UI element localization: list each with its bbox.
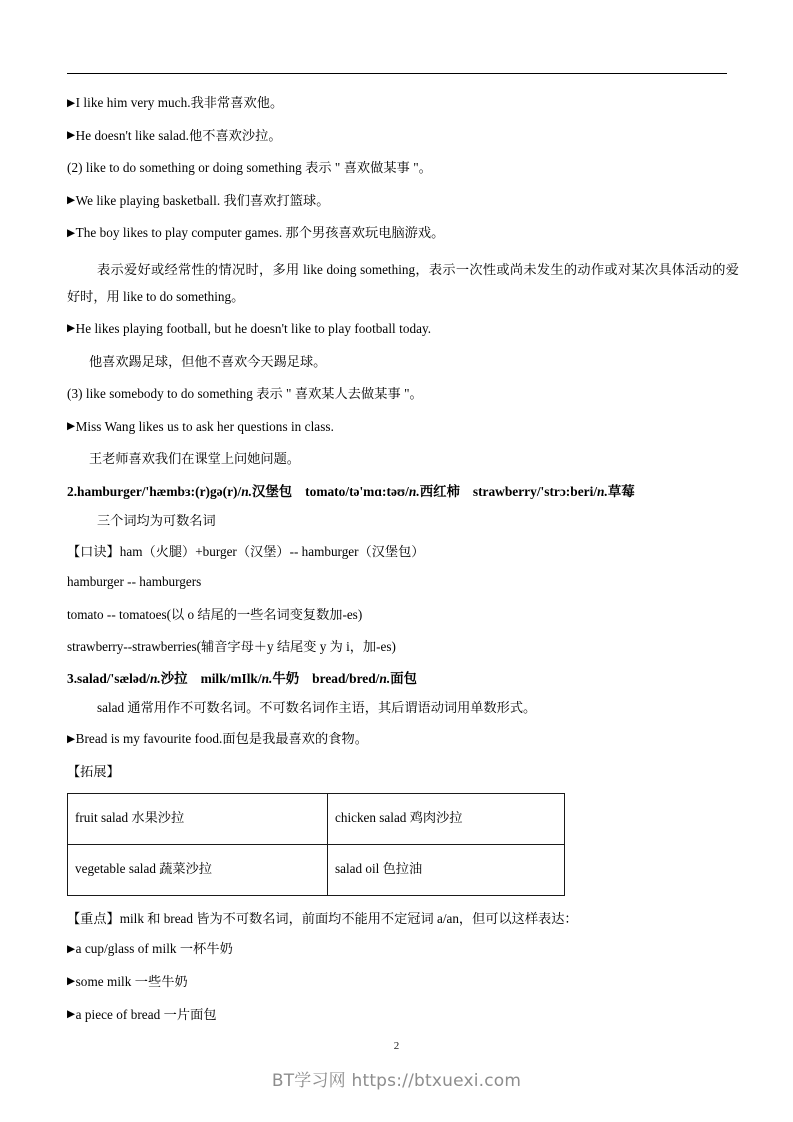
example-text: We like playing basketball. 我们喜欢打篮球。 <box>75 192 330 208</box>
example-line <box>67 1005 739 1025</box>
example-translation: 王老师喜欢我们在课堂上问她问题。 <box>89 451 300 467</box>
vocab-translation: 牛奶 <box>272 671 300 687</box>
vocab-translation: 草莓 <box>607 483 635 499</box>
vocab-word: bread <box>312 671 346 687</box>
table-cell: salad oil 色拉油 <box>328 844 565 895</box>
example-line <box>67 417 739 437</box>
rule-line: (3) like somebody to do something 表示 " 喜欢某人去做某事 "。 <box>67 386 423 402</box>
vocab-note: salad 通常用作不可数名词。不可数名词作主语，其后谓语动词用单数形式。 <box>97 700 537 716</box>
example-text: He doesn't like salad.他不喜欢沙拉。 <box>75 127 282 143</box>
example-line <box>67 126 739 146</box>
table-cell: fruit salad 水果沙拉 <box>68 793 328 844</box>
extension-label: 【拓展】 <box>67 763 120 779</box>
example-line <box>67 223 739 243</box>
example-line <box>67 191 739 211</box>
vocab-ipa: /bred/ <box>345 671 380 687</box>
vocab-entry-2-heading <box>67 482 739 502</box>
mnemonic-line: 【口诀】ham（火腿）+burger（汉堡）-- hamburger（汉堡包） <box>67 543 425 559</box>
example-text: He likes playing football, but he doesn't like to play football today. <box>75 320 432 336</box>
vocab-pos: n. <box>149 671 161 687</box>
vocab-pos: n. <box>241 483 252 499</box>
triangle-bullet-icon: ▶ <box>67 976 76 988</box>
vocab-translation: 面包 <box>390 671 417 687</box>
triangle-bullet-icon: ▶ <box>67 323 76 335</box>
triangle-bullet-icon: ▶ <box>67 1009 76 1021</box>
vocab-word: hamburger <box>77 483 142 499</box>
example-text: a piece of bread 一片面包 <box>75 1006 217 1022</box>
watermark: BT学习网 https://btxuexi.com <box>271 1071 522 1091</box>
example-line <box>67 93 739 113</box>
vocab-ipa: /tə'mɑ:təʊ/ <box>345 483 409 499</box>
example-text: Bread is my favourite food.面包是我最喜欢的食物。 <box>75 731 368 747</box>
document-content <box>67 93 739 1037</box>
example-text: some milk 一些牛奶 <box>75 973 188 989</box>
vocab-translation: 沙拉 <box>160 671 188 687</box>
vocab-translation: 汉堡包 <box>252 483 293 499</box>
triangle-bullet-icon: ▶ <box>67 97 76 109</box>
table-row <box>68 793 565 844</box>
example-line <box>67 972 739 992</box>
example-line <box>67 939 739 959</box>
plural-rule-line: strawberry--strawberries(辅音字母＋y 结尾变 y 为 i，加-es) <box>67 639 396 655</box>
triangle-bullet-icon: ▶ <box>67 130 76 142</box>
triangle-bullet-icon: ▶ <box>67 421 76 433</box>
vocab-ipa: /'strɔ:beri/ <box>536 483 598 499</box>
vocab-translation: 西红柿 <box>419 483 460 499</box>
triangle-bullet-icon: ▶ <box>67 733 76 745</box>
triangle-bullet-icon: ▶ <box>67 195 76 207</box>
vocab-word: milk <box>200 671 227 687</box>
vocab-pos: n. <box>408 483 420 499</box>
page-number: 2 <box>393 1040 400 1052</box>
vocab-entry-3-heading <box>67 669 739 689</box>
vocab-pos: n. <box>379 671 391 687</box>
extension-table <box>67 793 565 896</box>
example-text: I like him very much.我非常喜欢他。 <box>75 95 284 110</box>
key-point-line: 【重点】milk 和 bread 皆为不可数名词，前面均不能用不定冠词 a/an，但可以这样表达： <box>67 910 578 926</box>
example-line <box>67 319 739 339</box>
vocab-ipa: /mIlk/ <box>226 671 262 687</box>
vocab-word: strawberry <box>472 483 537 499</box>
entry-number: 3. <box>67 671 78 687</box>
vocab-pos: n. <box>597 483 608 499</box>
vocab-pos: n. <box>261 671 273 687</box>
example-text: The boy likes to play computer games. 那个男孩喜欢玩电脑游戏。 <box>75 225 445 241</box>
triangle-bullet-icon: ▶ <box>67 943 76 955</box>
vocab-word: tomato <box>305 483 346 499</box>
example-line <box>67 729 739 749</box>
example-text: a cup/glass of milk 一杯牛奶 <box>75 941 233 957</box>
plural-rule-line: tomato -- tomatoes(以 o 结尾的一些名词变复数加-es) <box>67 606 363 622</box>
vocab-ipa: /'sæləd/ <box>106 671 150 687</box>
table-cell: vegetable salad 蔬菜沙拉 <box>68 844 328 895</box>
usage-paragraph: 表示爱好或经常性的情况时，多用 like doing something，表示一次性或尚未发生的动作或对某次具体活动的爱好时，用 like to do something。 <box>67 261 739 304</box>
vocab-ipa: /'hæmbɜ:(r)gə(r)/ <box>141 483 242 499</box>
vocab-word: salad <box>77 671 107 687</box>
vocab-note: 三个词均为可数名词 <box>97 512 216 528</box>
triangle-bullet-icon: ▶ <box>67 227 76 239</box>
table-cell: chicken salad 鸡肉沙拉 <box>328 793 565 844</box>
entry-number: 2. <box>67 483 78 499</box>
example-translation: 他喜欢踢足球，但他不喜欢今天踢足球。 <box>89 353 327 369</box>
header-rule <box>67 73 727 74</box>
example-text: Miss Wang likes us to ask her questions in class. <box>75 418 334 434</box>
plural-rule-line: hamburger -- hamburgers <box>67 574 202 590</box>
table-row <box>68 844 565 895</box>
rule-line: (2) like to do something or doing something 表示 " 喜欢做某事 "。 <box>67 160 432 176</box>
